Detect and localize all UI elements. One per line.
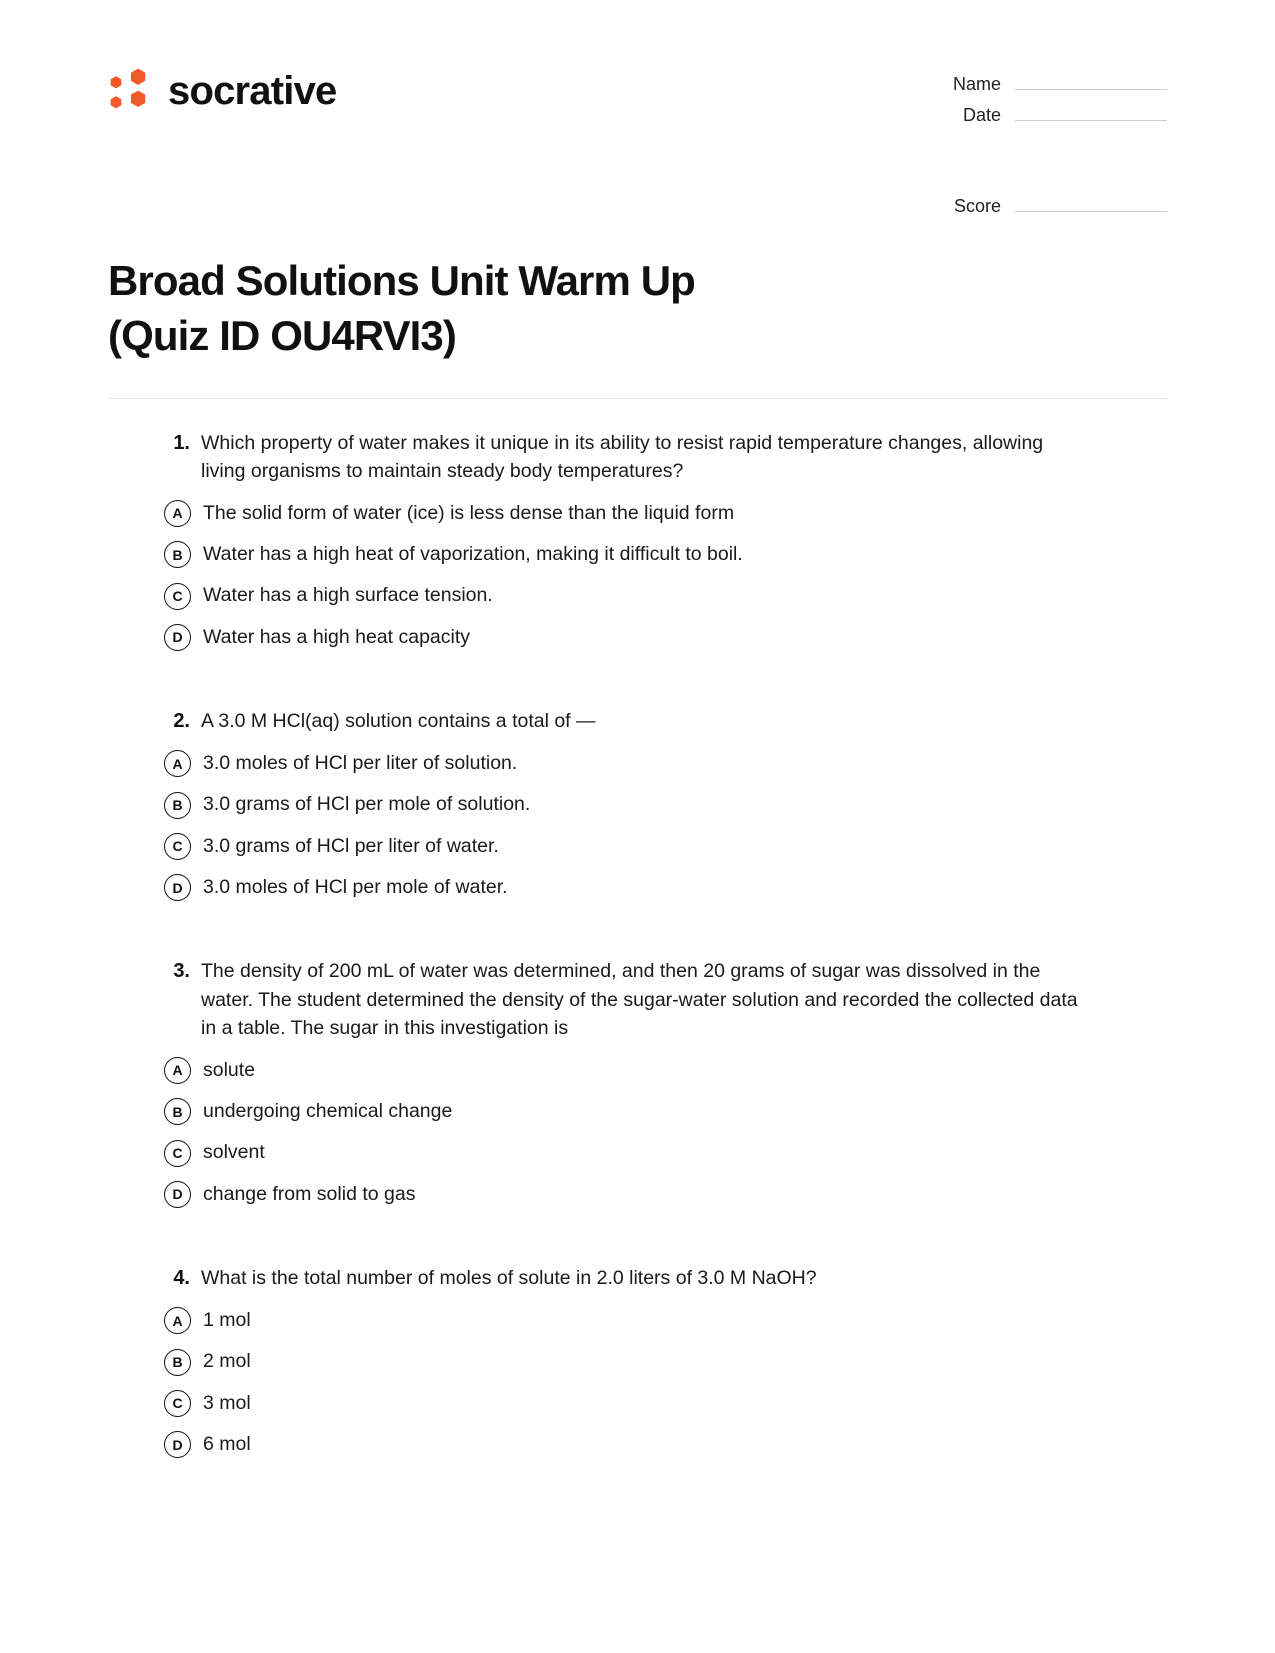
date-field-blank[interactable] — [1015, 120, 1167, 121]
option-row[interactable] — [164, 1139, 1167, 1166]
option-bubble-b[interactable]: B — [164, 1349, 191, 1376]
option-label: 2 mol — [203, 1350, 251, 1373]
option-bubble-d[interactable]: D — [164, 1181, 191, 1208]
option-label: The solid form of water (ice) is less dense than the liquid form — [203, 501, 735, 524]
option-bubble-c[interactable]: C — [164, 583, 191, 610]
option-label: 3.0 grams of HCl per mole of solution. — [203, 793, 531, 816]
option-label: solvent — [203, 1141, 265, 1164]
option-bubble-a[interactable]: A — [164, 750, 191, 777]
socrative-hexagons-logo-icon — [108, 68, 154, 114]
option-bubble-c[interactable]: C — [164, 833, 191, 860]
socrative-brand — [108, 68, 336, 114]
question-heading — [166, 1264, 1167, 1293]
option-row[interactable] — [164, 1390, 1167, 1417]
score-field-blank[interactable] — [1015, 211, 1167, 212]
title-block — [0, 227, 880, 364]
option-bubble-b[interactable]: B — [164, 792, 191, 819]
option-label: Water has a high heat of vaporization, making it difficult to boil. — [203, 543, 743, 566]
option-row[interactable] — [164, 750, 1167, 777]
option-bubble-d[interactable]: D — [164, 874, 191, 901]
option-label: solute — [203, 1058, 256, 1081]
score-field-label: Score — [953, 196, 1001, 216]
option-list — [108, 1307, 1167, 1458]
option-bubble-a[interactable]: A — [164, 500, 191, 527]
student-meta-fields — [931, 62, 1167, 227]
score-field-row — [931, 196, 1167, 217]
question-heading — [166, 707, 1167, 736]
question-heading — [166, 957, 1167, 1042]
option-row[interactable] — [164, 1307, 1167, 1334]
option-label: 3.0 moles of HCl per mole of water. — [203, 876, 508, 899]
option-row[interactable] — [164, 1057, 1167, 1084]
date-field-label: Date — [962, 105, 1001, 125]
option-row[interactable] — [164, 1348, 1167, 1375]
page-header — [0, 0, 1275, 227]
option-row[interactable] — [164, 874, 1167, 901]
option-row[interactable] — [164, 791, 1167, 818]
option-list — [108, 500, 1167, 651]
date-field-row — [931, 105, 1167, 126]
question-text: What is the total number of moles of solute in 2.0 liters of 3.0 M NaOH? — [201, 1266, 817, 1289]
question-text: Which property of water makes it unique in its ability to resist rapid temperature changes, allowing living organisms to maintain steady body temperatures? — [201, 431, 1044, 483]
option-bubble-b[interactable]: B — [164, 541, 191, 568]
page-title: Broad Solutions Unit Warm Up (Quiz ID OU4RVI3) — [108, 257, 695, 360]
option-label: Water has a high surface tension. — [203, 584, 493, 607]
option-bubble-a[interactable]: A — [164, 1057, 191, 1084]
question-number: 3. — [173, 960, 190, 983]
option-row[interactable] — [164, 541, 1167, 568]
question-number: 4. — [173, 1266, 190, 1289]
option-row[interactable] — [164, 833, 1167, 860]
option-row[interactable] — [164, 582, 1167, 609]
name-field-blank[interactable] — [1015, 89, 1167, 90]
option-label: change from solid to gas — [203, 1182, 416, 1205]
question-item — [108, 707, 1167, 901]
option-row[interactable] — [164, 1181, 1167, 1208]
option-row[interactable] — [164, 500, 1167, 527]
option-bubble-c[interactable]: C — [164, 1140, 191, 1167]
option-label: 3 mol — [203, 1391, 251, 1414]
option-bubble-a[interactable]: A — [164, 1307, 191, 1334]
option-list — [108, 1057, 1167, 1208]
question-text: The density of 200 mL of water was determined, and then 20 grams of sugar was dissolved in the water. The student determined the density of the sugar-water solution and recorded the collected data in a table. The sugar in this investigation is — [201, 960, 1078, 1040]
option-list — [108, 750, 1167, 901]
option-bubble-c[interactable]: C — [164, 1390, 191, 1417]
option-label: 1 mol — [203, 1309, 251, 1332]
option-bubble-b[interactable]: B — [164, 1098, 191, 1125]
question-item — [108, 429, 1167, 651]
option-label: 6 mol — [203, 1433, 251, 1456]
option-label: undergoing chemical change — [203, 1100, 453, 1123]
name-field-row — [931, 74, 1167, 95]
question-number: 2. — [173, 710, 190, 732]
option-row[interactable] — [164, 624, 1167, 651]
option-label: 3.0 grams of HCl per liter of water. — [203, 834, 499, 857]
socrative-wordmark: socrative — [168, 69, 337, 113]
question-item — [108, 1264, 1167, 1458]
question-list — [0, 399, 1275, 1458]
name-field-label: Name — [952, 74, 1001, 94]
option-bubble-d[interactable]: D — [164, 1431, 191, 1458]
option-row[interactable] — [164, 1098, 1167, 1125]
option-label: Water has a high heat capacity — [203, 625, 471, 648]
question-heading — [166, 429, 1167, 486]
option-label: 3.0 moles of HCl per liter of solution. — [203, 752, 518, 775]
question-number: 1. — [173, 431, 190, 454]
option-row[interactable] — [164, 1431, 1167, 1458]
question-item — [108, 957, 1167, 1208]
option-bubble-d[interactable]: D — [164, 624, 191, 651]
question-text: A 3.0 M HCl(aq) solution contains a total of — — [201, 710, 596, 732]
